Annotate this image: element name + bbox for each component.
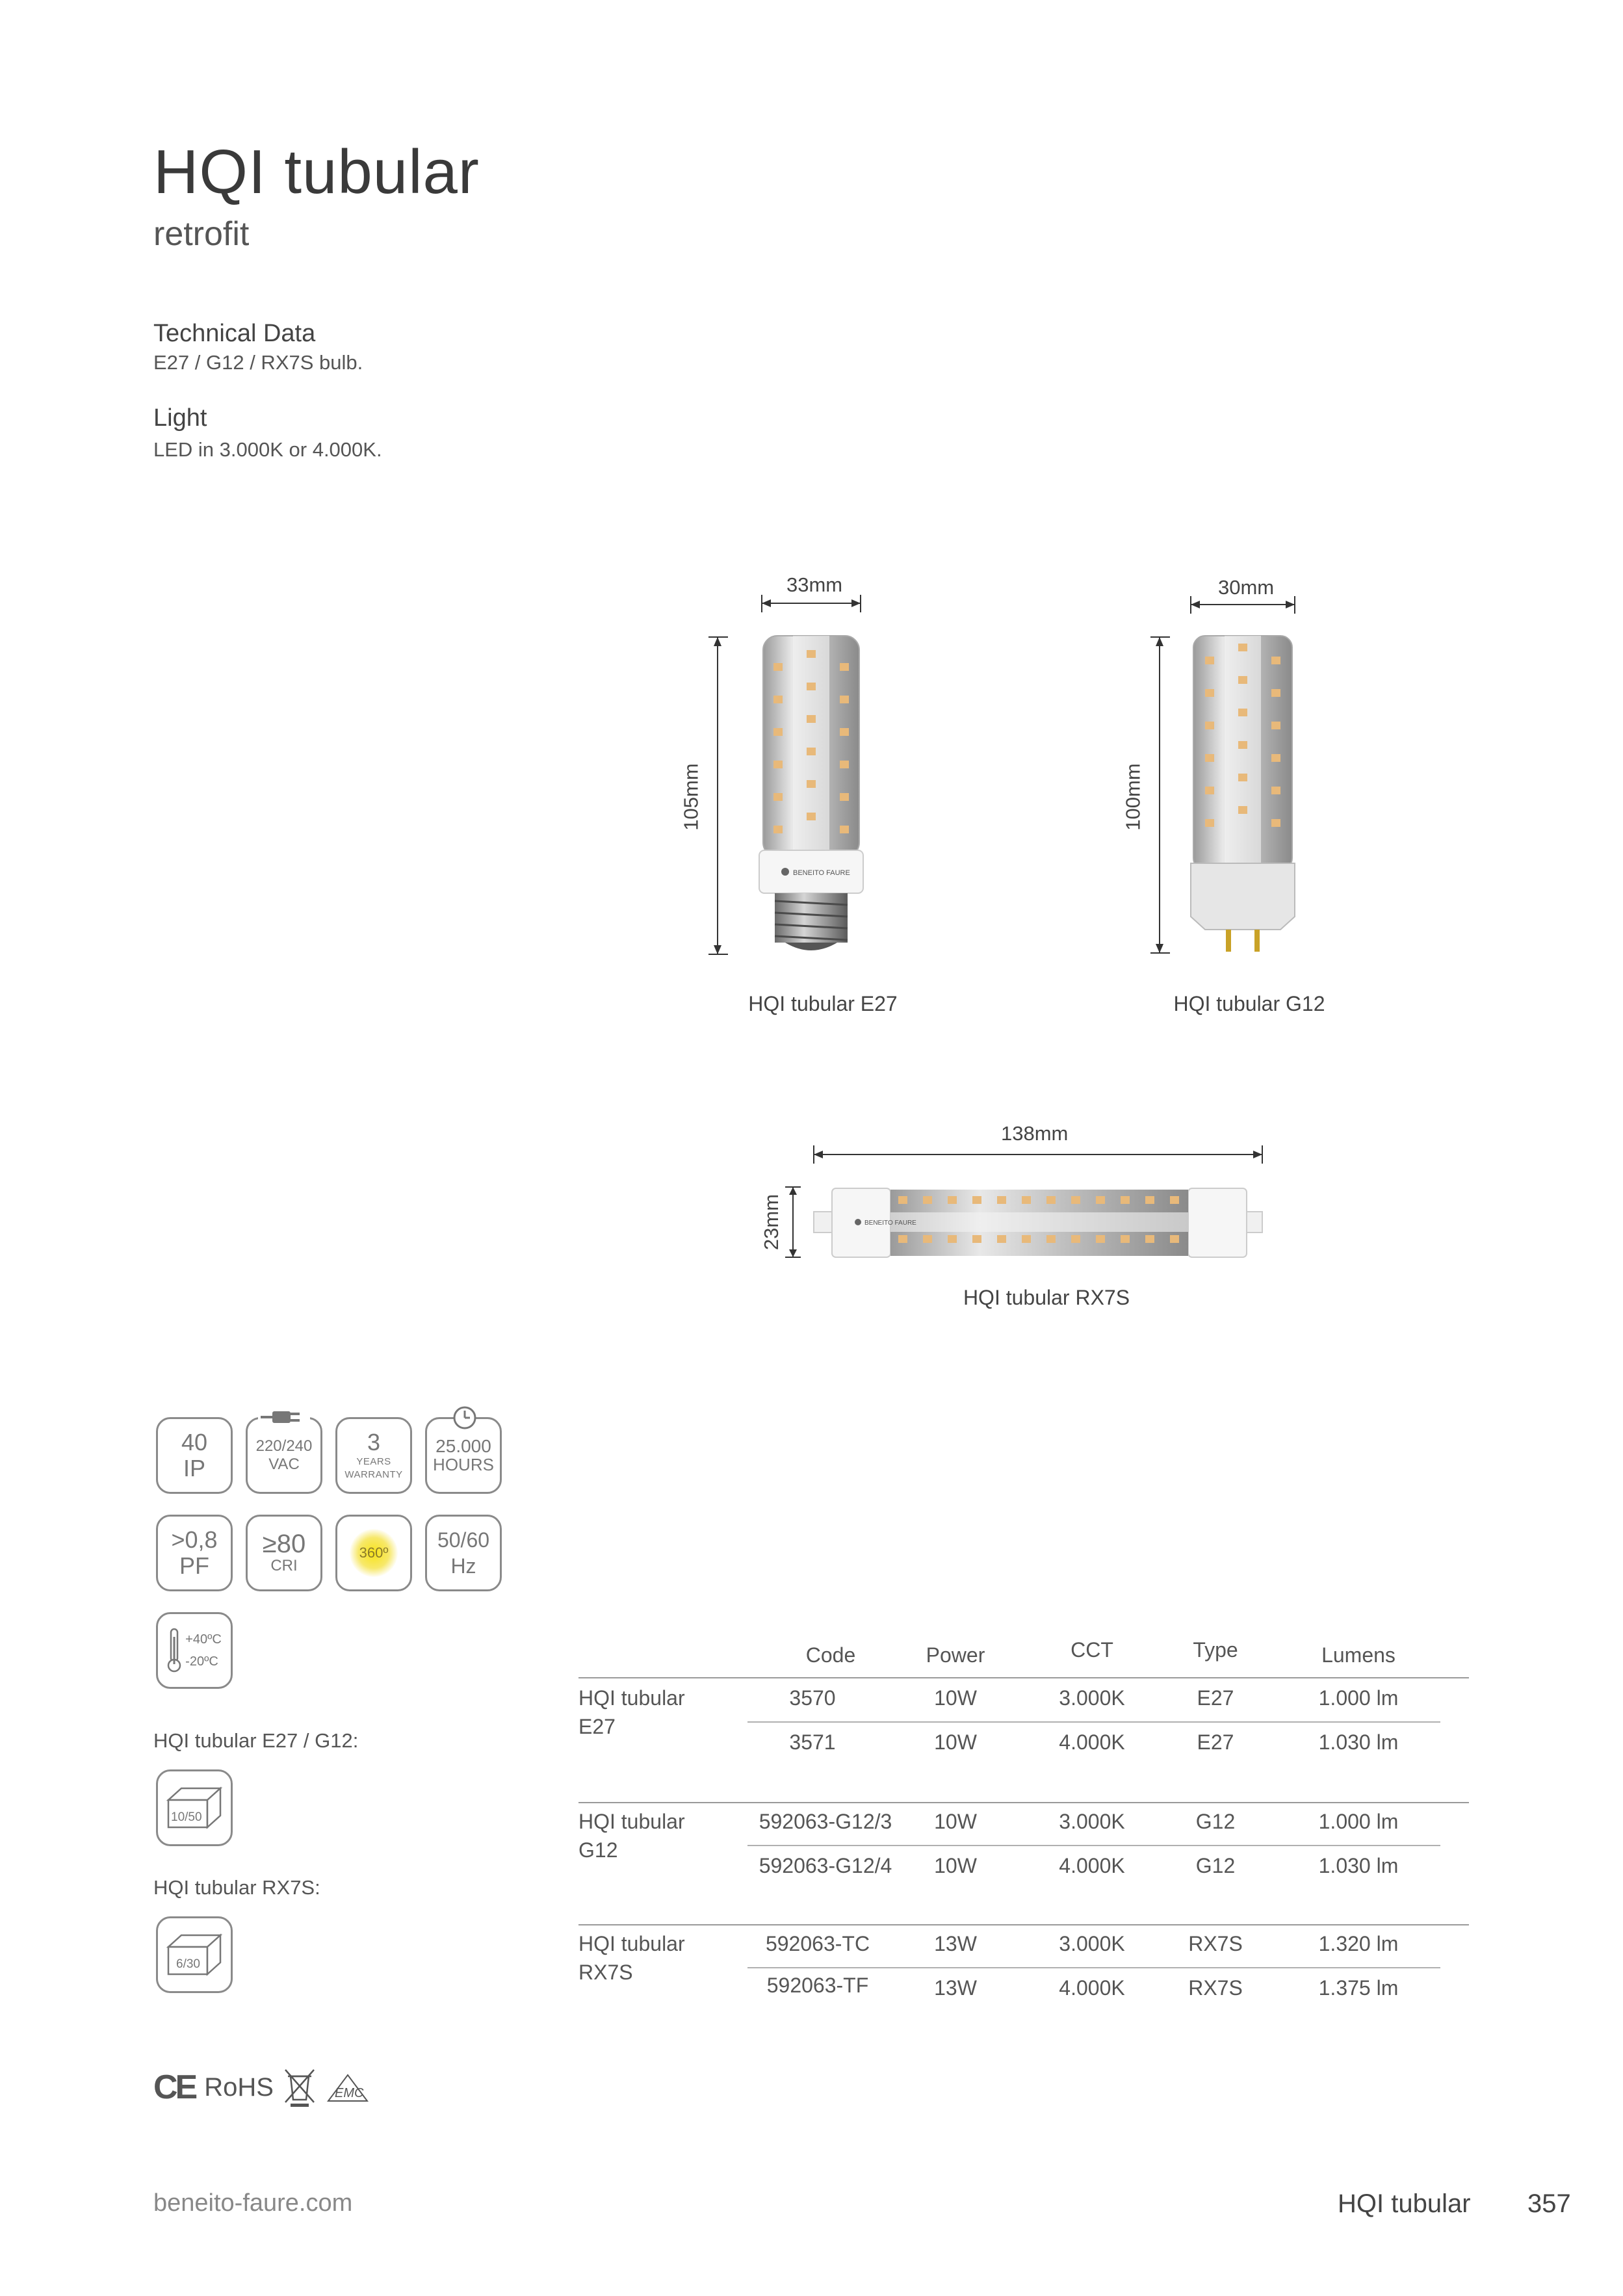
header-divider	[578, 1677, 1469, 1678]
packaging-label-rx7s: HQI tubular RX7S:	[153, 1876, 320, 1899]
cell-power: 13W	[934, 1976, 977, 2000]
group-divider	[578, 1802, 1469, 1803]
technical-data-text: E27 / G12 / RX7S bulb.	[153, 351, 363, 374]
col-header-cct: CCT	[1071, 1638, 1113, 1662]
group-divider	[578, 1924, 1469, 1925]
cell-lumens: 1.000 lm	[1318, 1686, 1399, 1710]
ip-icon	[156, 1417, 233, 1494]
packaging-value-e27-g12: 10/50	[171, 1810, 202, 1824]
voltage-value: 220/240	[255, 1437, 313, 1455]
cell-code: 592063-TC	[765, 1932, 870, 1955]
g12-height-label: 100mm	[1121, 763, 1145, 831]
group-name-rx7s	[578, 1929, 685, 1987]
cell-lumens: 1.030 lm	[1318, 1854, 1399, 1877]
g12-caption: HQI tubular G12	[1173, 992, 1325, 1015]
cell-type: E27	[1197, 1730, 1234, 1754]
cell-power: 10W	[934, 1730, 977, 1754]
rx7s-bulb-drawing	[728, 1099, 1261, 1313]
cell-power: 10W	[934, 1810, 977, 1833]
temperature-icon	[156, 1612, 233, 1689]
temperature-max: +40ºC	[185, 1632, 222, 1647]
hours-value: 25.000	[435, 1436, 491, 1456]
e27-brand-text: BENEITO FAURE	[793, 869, 850, 877]
box-icon-e27-g12	[156, 1769, 233, 1846]
rx7s-caption: HQI tubular RX7S	[963, 1286, 1130, 1309]
cell-cct: 4.000K	[1059, 1976, 1125, 2000]
beam-angle-icon	[335, 1515, 412, 1591]
pf-label: PF	[179, 1552, 209, 1579]
col-header-type: Type	[1193, 1638, 1238, 1662]
e27-caption: HQI tubular E27	[748, 992, 898, 1015]
rx7s-height-label: 23mm	[760, 1194, 783, 1251]
cri-label: CRI	[270, 1557, 298, 1574]
frequency-value: 50/60	[437, 1528, 490, 1552]
cell-cct: 4.000K	[1059, 1730, 1125, 1754]
rx7s-width-label: 138mm	[1001, 1122, 1069, 1145]
cell-type: E27	[1197, 1686, 1234, 1710]
e27-diagram	[676, 566, 910, 1021]
light-text: LED in 3.000K or 4.000K.	[153, 438, 382, 461]
group-name-line1: HQI tubular	[578, 1810, 685, 1833]
group-name-line2: G12	[578, 1838, 618, 1862]
cell-code: 592063-G12/3	[759, 1810, 892, 1833]
page-subtitle: retrofit	[153, 215, 250, 253]
cri-value: ≥80	[262, 1530, 306, 1558]
cell-code: 3570	[789, 1686, 836, 1710]
cell-lumens: 1.000 lm	[1318, 1810, 1399, 1833]
warranty-value: 3	[367, 1429, 381, 1455]
g12-bulb-drawing	[1118, 566, 1352, 1021]
rx7s-brand-text: BENEITO FAURE	[864, 1220, 916, 1227]
warranty-icon	[335, 1417, 412, 1494]
group-name-e27	[578, 1684, 685, 1741]
cell-power: 13W	[934, 1932, 977, 1955]
cell-code: 592063-TF	[766, 1974, 869, 1997]
cell-type: G12	[1195, 1810, 1236, 1833]
page-number: 357	[1527, 2189, 1571, 2218]
frequency-icon	[425, 1515, 502, 1591]
voltage-label: VAC	[268, 1455, 300, 1473]
col-header-code: Code	[805, 1643, 856, 1667]
package-box-icon	[162, 1929, 227, 1981]
group-name-line1: HQI tubular	[578, 1686, 685, 1710]
col-header-lumens: Lumens	[1321, 1643, 1396, 1667]
ip-label: IP	[183, 1455, 205, 1481]
footer-website-link[interactable]: beneito-faure.com	[153, 2189, 353, 2217]
frequency-label: Hz	[450, 1554, 476, 1578]
hours-label: HOURS	[433, 1455, 494, 1474]
rx7s-diagram	[728, 1099, 1261, 1313]
cell-lumens: 1.030 lm	[1318, 1730, 1399, 1754]
warranty-years: YEARS	[356, 1456, 391, 1467]
plug-icon	[258, 1407, 310, 1427]
cell-cct: 3.000K	[1059, 1810, 1125, 1833]
cell-type: RX7S	[1188, 1932, 1243, 1955]
cell-cct: 4.000K	[1059, 1854, 1125, 1877]
g12-width-label: 30mm	[1218, 576, 1275, 599]
e27-bulb-drawing	[676, 566, 910, 1021]
cell-code: 3571	[789, 1730, 836, 1754]
cell-cct: 3.000K	[1059, 1932, 1125, 1955]
beam-angle-value: 360º	[359, 1545, 389, 1561]
cell-lumens: 1.375 lm	[1318, 1976, 1399, 2000]
rohs-mark: RoHS	[204, 2072, 274, 2102]
voltage-icon	[246, 1417, 322, 1494]
row-divider	[747, 1845, 1440, 1846]
cell-power: 10W	[934, 1854, 977, 1877]
ip-value: 40	[181, 1429, 208, 1455]
g12-diagram	[1118, 566, 1352, 1021]
hours-icon	[425, 1417, 502, 1494]
packaging-value-rx7s: 6/30	[176, 1957, 200, 1971]
e27-height-label: 105mm	[679, 763, 703, 831]
thermometer-icon	[167, 1628, 181, 1673]
ce-mark-icon: CE	[153, 2068, 196, 2106]
row-divider	[747, 1721, 1440, 1723]
row-divider	[747, 1967, 1440, 1968]
svg-text:EMC: EMC	[334, 2086, 364, 2100]
group-name-line2: RX7S	[578, 1961, 633, 1984]
cri-icon	[246, 1515, 322, 1591]
group-name-line2: E27	[578, 1715, 616, 1738]
cell-type: RX7S	[1188, 1976, 1243, 2000]
cell-power: 10W	[934, 1686, 977, 1710]
light-heading: Light	[153, 404, 207, 432]
temperature-min: -20ºC	[185, 1654, 218, 1669]
group-name-line1: HQI tubular	[578, 1932, 685, 1955]
package-box-icon	[162, 1782, 227, 1834]
certification-row	[153, 2067, 370, 2107]
pf-icon	[156, 1515, 233, 1591]
cell-cct: 3.000K	[1059, 1686, 1125, 1710]
clock-icon	[452, 1405, 478, 1431]
light-glow-icon	[350, 1529, 398, 1577]
warranty-label: WARRANTY	[344, 1469, 403, 1480]
group-name-g12	[578, 1807, 685, 1864]
technical-data-heading: Technical Data	[153, 320, 316, 347]
box-icon-rx7s	[156, 1916, 233, 1993]
cell-type: G12	[1195, 1854, 1236, 1877]
weee-bin-icon	[283, 2067, 317, 2107]
pf-value: >0,8	[171, 1526, 218, 1553]
cell-lumens: 1.320 lm	[1318, 1932, 1399, 1955]
emc-mark-icon	[326, 2071, 370, 2104]
e27-width-label: 33mm	[786, 573, 843, 596]
footer-section-name: HQI tubular	[1338, 2189, 1471, 2218]
packaging-label-e27-g12: HQI tubular E27 / G12:	[153, 1729, 359, 1752]
col-header-power: Power	[926, 1643, 985, 1667]
cell-code: 592063-G12/4	[759, 1854, 892, 1877]
page-title: HQI tubular	[153, 137, 480, 207]
